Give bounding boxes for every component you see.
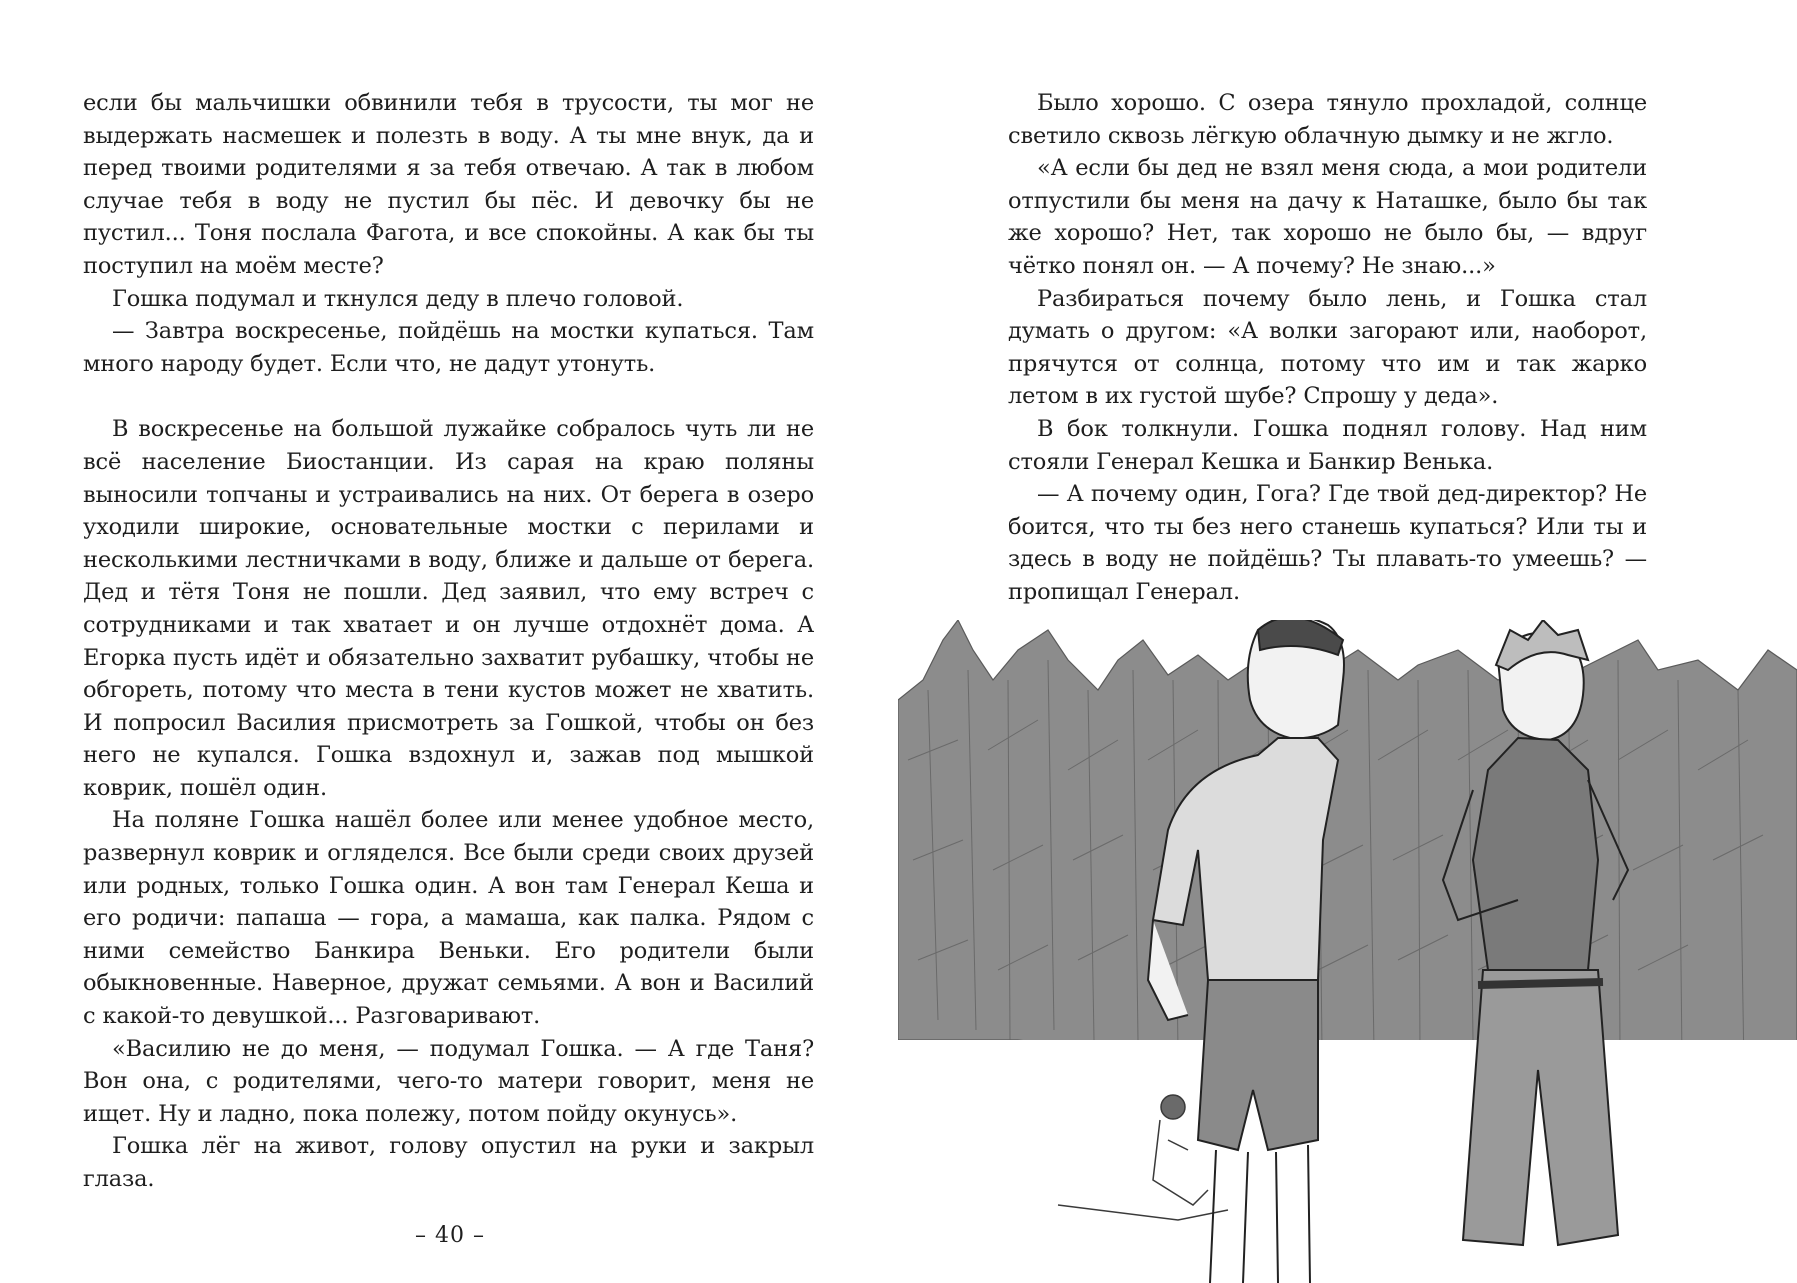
paragraph: если бы мальчишки обвинили тебя в трусости, ты мог не выдержать насмешек и полезть в воду. А ты мне внук, да и перед твоими родителями я за тебя отвечаю. А так в любом случае тебя в воду не пустил бы пёс. И девочку бы не пустил... Тоня послала Фагота, и все спокойны. А как бы ты поступил на моём месте?	[83, 90, 814, 279]
illustration-two-boys-in-forest	[898, 620, 1797, 1283]
left-text-column	[83, 87, 814, 1196]
right-page	[898, 0, 1797, 1283]
left-page	[0, 0, 898, 1283]
paragraph: Гошка лёг на живот, голову опустил на руки и закрыл глаза.	[83, 1133, 814, 1192]
paragraph: «А если бы дед не взял меня сюда, а мои родители отпустили бы меня на дачу к Наташке, было бы так же хорошо? Нет, так хорошо не было бы, — вдруг чётко понял он. — А почему? Не знаю...»	[1008, 155, 1647, 279]
paragraph: В бок толкнули. Гошка поднял голову. Над ним стояли Генерал Кешка и Банкир Венька.	[1008, 415, 1647, 475]
paragraph: Было хорошо. С озера тянуло прохладой, солнце светило сквозь лёгкую облачную дымку и не жгло.	[1008, 90, 1647, 149]
right-text-column	[1008, 87, 1647, 609]
paragraph: В воскресенье на большой лужайке собралось чуть ли не всё население Биостанции. Из сарая на краю поляны выносили топчаны и устраивались на них. От берега в озеро уходили широкие, основательные мостки с перилами и несколькими лестничками в воду, ближе и дальше от берега. Дед и тётя Тоня не пошли. Дед заявил, что ему встреч с сотрудниками и так хватает и он лучше отдохнёт дома. А Егорка пусть идёт и обязательно захватит рубашку, чтобы не обгореть, потому что места в тени кустов может не хватить. И попросил Василия присмотреть за Гошкой, чтобы он без него не купался. Гошка вздохнул и, зажав под мышкой коврик, пошёл один.	[83, 416, 814, 801]
paragraph: — А почему один, Гога? Где твой дед-директор? Не боится, что ты без него станешь купаться? Или ты и здесь в воду не пойдёшь? Ты плавать-то умеешь? — пропищал Генерал.	[1008, 481, 1647, 605]
paragraph: На поляне Гошка нашёл более или менее удобное место, развернул коврик и огляделся. Все были среди своих друзей или родных, только Гошка один. А вон там Генерал Кеша и его родичи: папаша — гора, а мамаша, как палка. Рядом с ними семейство Банкира Веньки. Его родители были обыкновенные. Наверное, дружат семьями. А вон и Василий с какой-то девушкой... Разговаривают.	[83, 807, 814, 1030]
paragraph: Гошка подумал и ткнулся деду в плечо головой.	[112, 285, 684, 312]
page-number: – 40 –	[415, 1223, 485, 1248]
clearing	[898, 1040, 1797, 1283]
paragraph: Разбираться почему было лень, и Гошка стал думать о другом: «А волки загорают или, наоборот, прячутся от солнца, потому что им и так жарко летом в их густой шубе? Спрошу у деда».	[1008, 285, 1647, 410]
paragraph: «Василию не до меня, — подумал Гошка. — А где Таня? Вон она, с родителями, чего-то матери говорит, меня не ищет. Ну и ладно, пока полежу, потом пойду окунусь».	[83, 1035, 814, 1127]
paragraph: — Завтра воскресенье, пойдёшь на мостки купаться. Там много народу будет. Если что, не дадут утонуть.	[83, 318, 814, 377]
